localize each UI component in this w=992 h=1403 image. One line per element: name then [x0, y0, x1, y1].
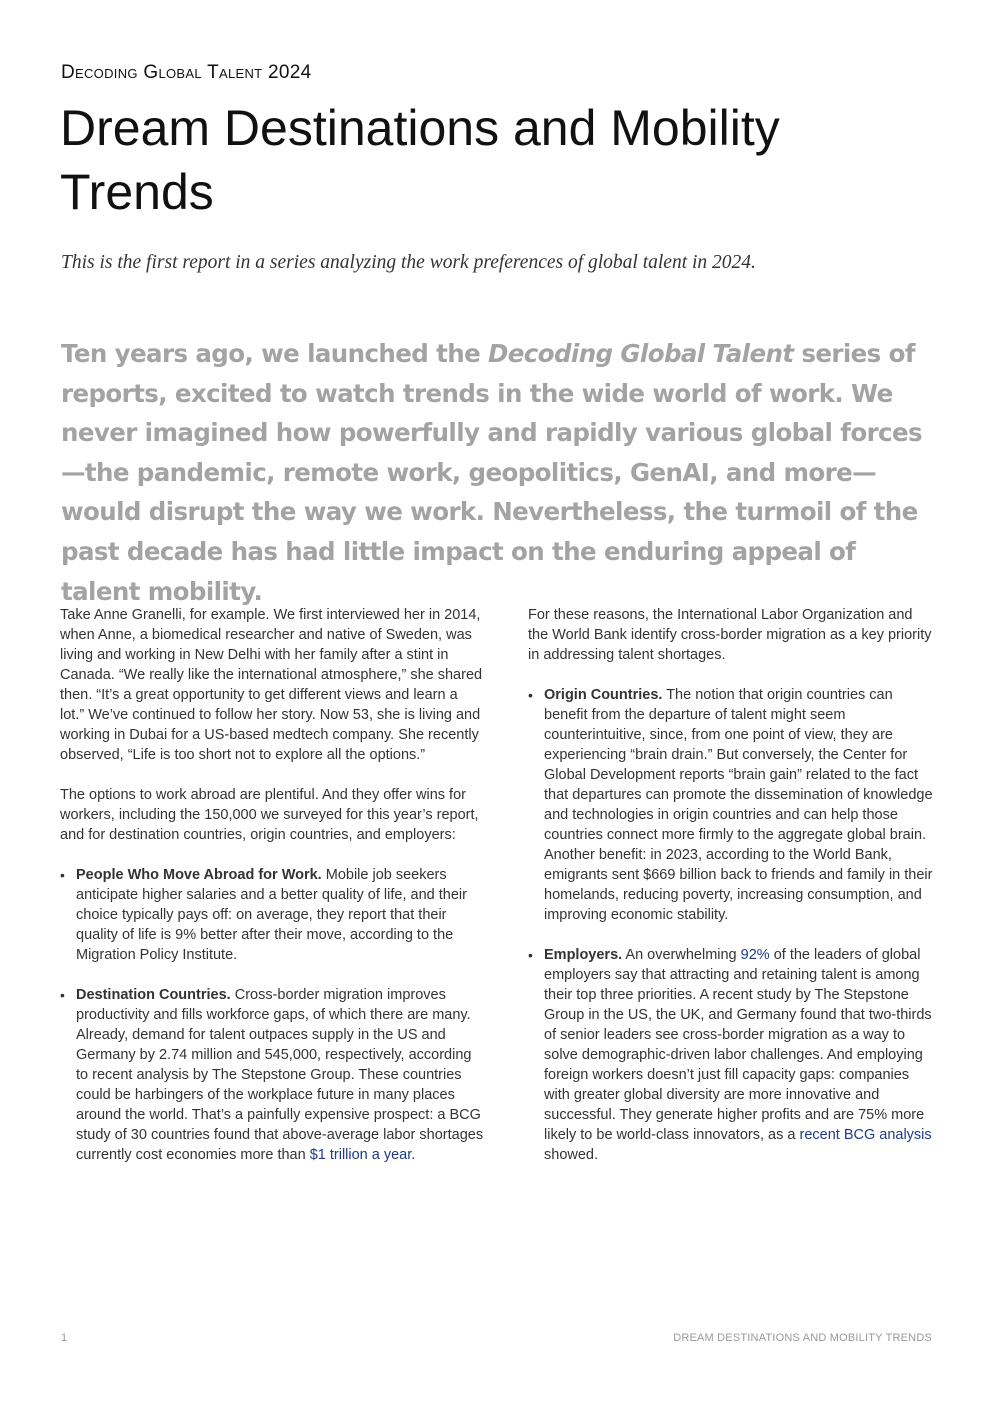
trillion-link[interactable]: $1 trillion a year.: [309, 1147, 416, 1163]
right-column: [528, 605, 933, 1185]
list-item-destination: [60, 985, 485, 1165]
list-item-text: The notion that origin countries can benefit from the departure of talent might seem counterintuitive, since, from one point of view, they are experiencing “brain drain.” But conversely, the Center for Global Development reports “brain gain” related to the fact that departures can promote the dissemination of knowledge and technologies in origin countries and can help those countries connect more firmly to the aggregate global brain. Another benefit: in 2023, according to the World Bank, emigrants sent $669 billion back to friends and family in their homelands, reducing poverty, increasing consumption, and improving economic stability.: [544, 687, 933, 923]
bcg-analysis-link[interactable]: recent BCG analysis: [799, 1127, 932, 1143]
list-item-text: Mobile job seekers anticipate higher salaries and a better quality of life, and their choice typically pays off: on average, they report that their quality of life is 9% better after their move, according to the Migration Policy Institute.: [76, 867, 467, 963]
left-column: [60, 605, 485, 1185]
list-item-employers: [528, 945, 933, 1165]
page-subtitle: This is the first report in a series analyzing the work preferences of global talent in 2024.: [61, 252, 756, 273]
report-series-eyebrow: Decoding Global Talent 2024: [61, 62, 312, 83]
bullet-icon: •: [528, 947, 533, 963]
bullet-icon: •: [528, 687, 533, 703]
anne-granelli-paragraph: Take Anne Granelli, for example. We first interviewed her in 2014, when Anne, a biomedical researcher and native of Sweden, was living and working in New Delhi with her family after a stint in Canada. “We really like the international atmosphere,” she shared then. “It’s a great opportunity to get different views and learn a lot.” We’ve continued to follow her story. Now 53, she is living and working in Dubai for a US-based medtech company. She recently observed, “Life is too short not to explore all the options.”: [60, 607, 483, 763]
list-item-text: of the leaders of global employers say that attracting and retaining talent is among their top three priorities. A recent study by The Stepstone Group in the US, the UK, and Germany found that two-thirds of senior leaders see cross-border migration as a way to solve demographic-driven labor challenges. And employing foreign workers doesn’t just fill capacity gaps: companies with greater global diversity are more innovative and successful. They generate higher profits and are 75% more likely to be world-class innovators, as a: [544, 947, 932, 1143]
list-item-text: An overwhelming: [622, 947, 741, 963]
lede-series-name: Decoding Global Talent: [488, 339, 794, 368]
list-item-origin: [528, 685, 933, 925]
list-item-text: showed.: [544, 1147, 599, 1163]
lede-paragraph: [61, 334, 941, 611]
page-number: 1: [61, 1332, 68, 1344]
list-item-people: [60, 865, 485, 965]
lede-text-1: Ten years ago, we launched the: [61, 339, 489, 368]
page-title: Dream Destinations and Mobility Trends: [60, 100, 780, 220]
reasons-paragraph: For these reasons, the International Labor Organization and the World Bank identify cross-border migration as a key priority in addressing talent shortages.: [528, 607, 932, 663]
options-paragraph: The options to work abroad are plentiful. And they offer wins for workers, including the 150,000 we surveyed for this year’s report, and for destination countries, origin countries, and employers:: [60, 787, 479, 843]
benefits-list: [60, 865, 485, 1165]
list-item-lead: Destination Countries.: [76, 987, 231, 1003]
bullet-icon: •: [60, 867, 65, 883]
running-title: DREAM DESTINATIONS AND MOBILITY TRENDS: [673, 1332, 932, 1344]
list-item-text: Cross-border migration improves productivity and fills workforce gaps, of which there are many. Already, demand for talent outpaces supply in the US and Germany by 2.74 million and 545,000, respectively, according to recent analysis by The Stepstone Group. These countries could be harbingers of the workplace future in many places around the world. That’s a painfully expensive prospect: a BCG study of 30 countries found that above-average labor shortages currently cost economies more than: [76, 987, 484, 1163]
lede-text-2: series of reports, excited to watch trends in the wide world of work. We never imagined how powerfully and rapidly various global forces—the pandemic, remote work, geopolitics, GenAI, and more—would disrupt the way we work. Nevertheless, the turmoil of the past decade has had little impact on the enduring appeal of talent mobility.: [61, 339, 922, 606]
ninety-two-percent-link[interactable]: 92%: [740, 947, 770, 963]
bullet-icon: •: [60, 987, 65, 1003]
list-item-lead: Employers.: [544, 947, 623, 963]
list-item-lead: Origin Countries.: [544, 687, 663, 703]
benefits-list-continued: [528, 685, 933, 1165]
list-item-lead: People Who Move Abroad for Work.: [76, 867, 322, 883]
